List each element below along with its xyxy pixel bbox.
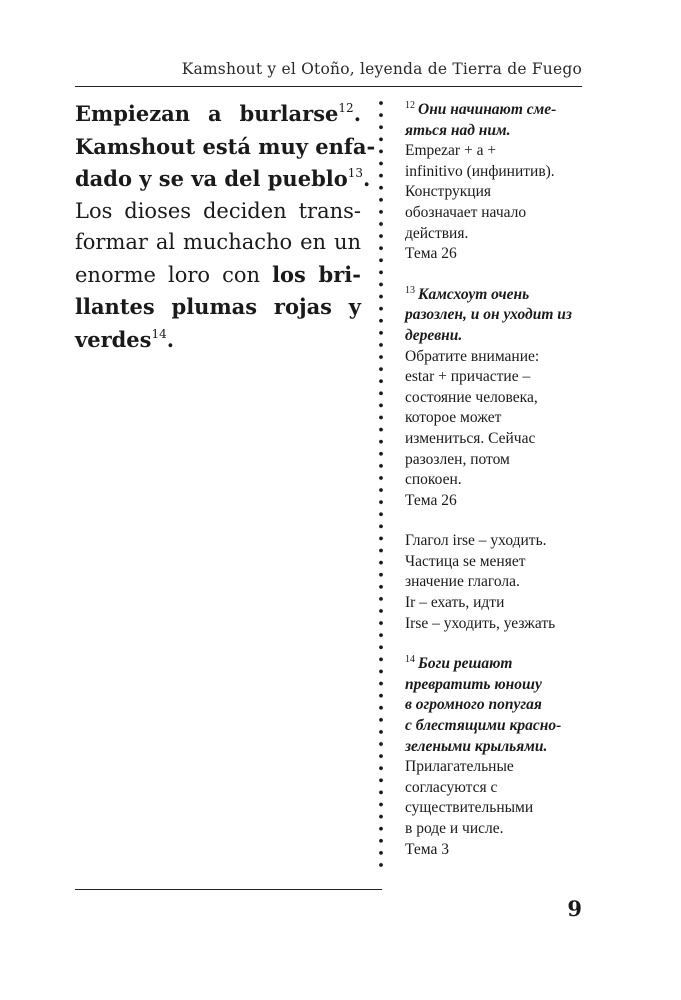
note-head-line: превратить юношу bbox=[405, 675, 542, 693]
note-body-line: разозлен, потом bbox=[405, 450, 510, 468]
footnote-12 bbox=[405, 100, 585, 265]
note-body-line: estar + причастие – bbox=[405, 368, 531, 386]
main-line-4: Los dioses deciden trans- bbox=[75, 198, 361, 223]
footnote-13-extra bbox=[405, 531, 585, 634]
note-head-line: в огромного попугая bbox=[405, 696, 542, 714]
note-head-line: $^{14}$ Боги решают bbox=[405, 654, 513, 673]
note-body-line: Глагол irse – уходить. bbox=[405, 532, 547, 550]
page-number: 9 bbox=[567, 896, 582, 921]
note-body-line: Обратите внимание: bbox=[405, 347, 540, 365]
note-body-line: Empezar + a + bbox=[405, 142, 497, 160]
footnote-13 bbox=[405, 285, 585, 512]
footnote-14 bbox=[405, 654, 585, 860]
main-line-3: dado y se va del pueblo$^{13}$. bbox=[75, 166, 371, 191]
main-line-6: enorme loro con los bri- bbox=[75, 261, 361, 287]
note-body-line: спокоен. bbox=[405, 471, 462, 489]
note-body-line: Ir – ехать, идти bbox=[405, 594, 505, 612]
note-body-line: infinitivo (инфинитив). bbox=[405, 162, 555, 180]
note-head-line: с блестящими красно- bbox=[405, 717, 562, 735]
note-head-line: деревни. bbox=[405, 326, 463, 344]
note-body-line: Тема 26 bbox=[405, 491, 457, 509]
note-body-line: в роде и числе. bbox=[405, 820, 504, 837]
note-body-line: обозначает начало bbox=[405, 203, 527, 221]
note-body-line: Частица se меняет bbox=[405, 552, 526, 570]
main-line-8: verdes$^{14}$. bbox=[75, 326, 175, 352]
note-head-line: разозлен, и он уходит из bbox=[405, 306, 572, 324]
note-body-line: состояние человека, bbox=[405, 388, 538, 406]
notes-column bbox=[405, 100, 585, 880]
main-line-7: llantes plumas rojas y bbox=[75, 294, 361, 319]
dotted-divider bbox=[378, 97, 384, 867]
note-body-line: согласуются с bbox=[405, 778, 498, 796]
note-body-line: измениться. Сейчас bbox=[405, 429, 536, 447]
note-body-line: Irse – уходить, уезжать bbox=[405, 614, 556, 632]
note-head-line: зелеными крыльями. bbox=[405, 737, 548, 755]
main-line-5: formar al muchacho en un bbox=[75, 230, 361, 254]
note-body-line: которое может bbox=[405, 409, 502, 427]
note-body-line: Прилагательные bbox=[405, 758, 514, 776]
note-body-line: Тема 3 bbox=[405, 840, 449, 858]
footer-rule bbox=[75, 889, 382, 890]
note-head-line: яться над ним. bbox=[405, 121, 511, 139]
note-body-line: значение глагола. bbox=[405, 573, 520, 591]
main-line-2: Kamshout está muy enfa- bbox=[75, 133, 376, 159]
note-body-line: Конструкция bbox=[405, 183, 491, 201]
header-rule bbox=[75, 86, 582, 87]
running-title: Kamshout y el Otoño, leyenda de Tierra de Fuego bbox=[181, 60, 582, 78]
main-text bbox=[75, 98, 376, 356]
note-head-line: $^{12}$ Они начинают сме- bbox=[405, 100, 557, 118]
note-body-line: Тема 26 bbox=[405, 245, 457, 263]
note-head-line: $^{13}$ Камсхоут очень bbox=[405, 284, 530, 303]
main-line-1: Empiezan a burlarse$^{12}$. bbox=[75, 101, 361, 126]
note-body-line: существительными bbox=[405, 799, 534, 817]
note-body-line: действия. bbox=[405, 224, 469, 242]
